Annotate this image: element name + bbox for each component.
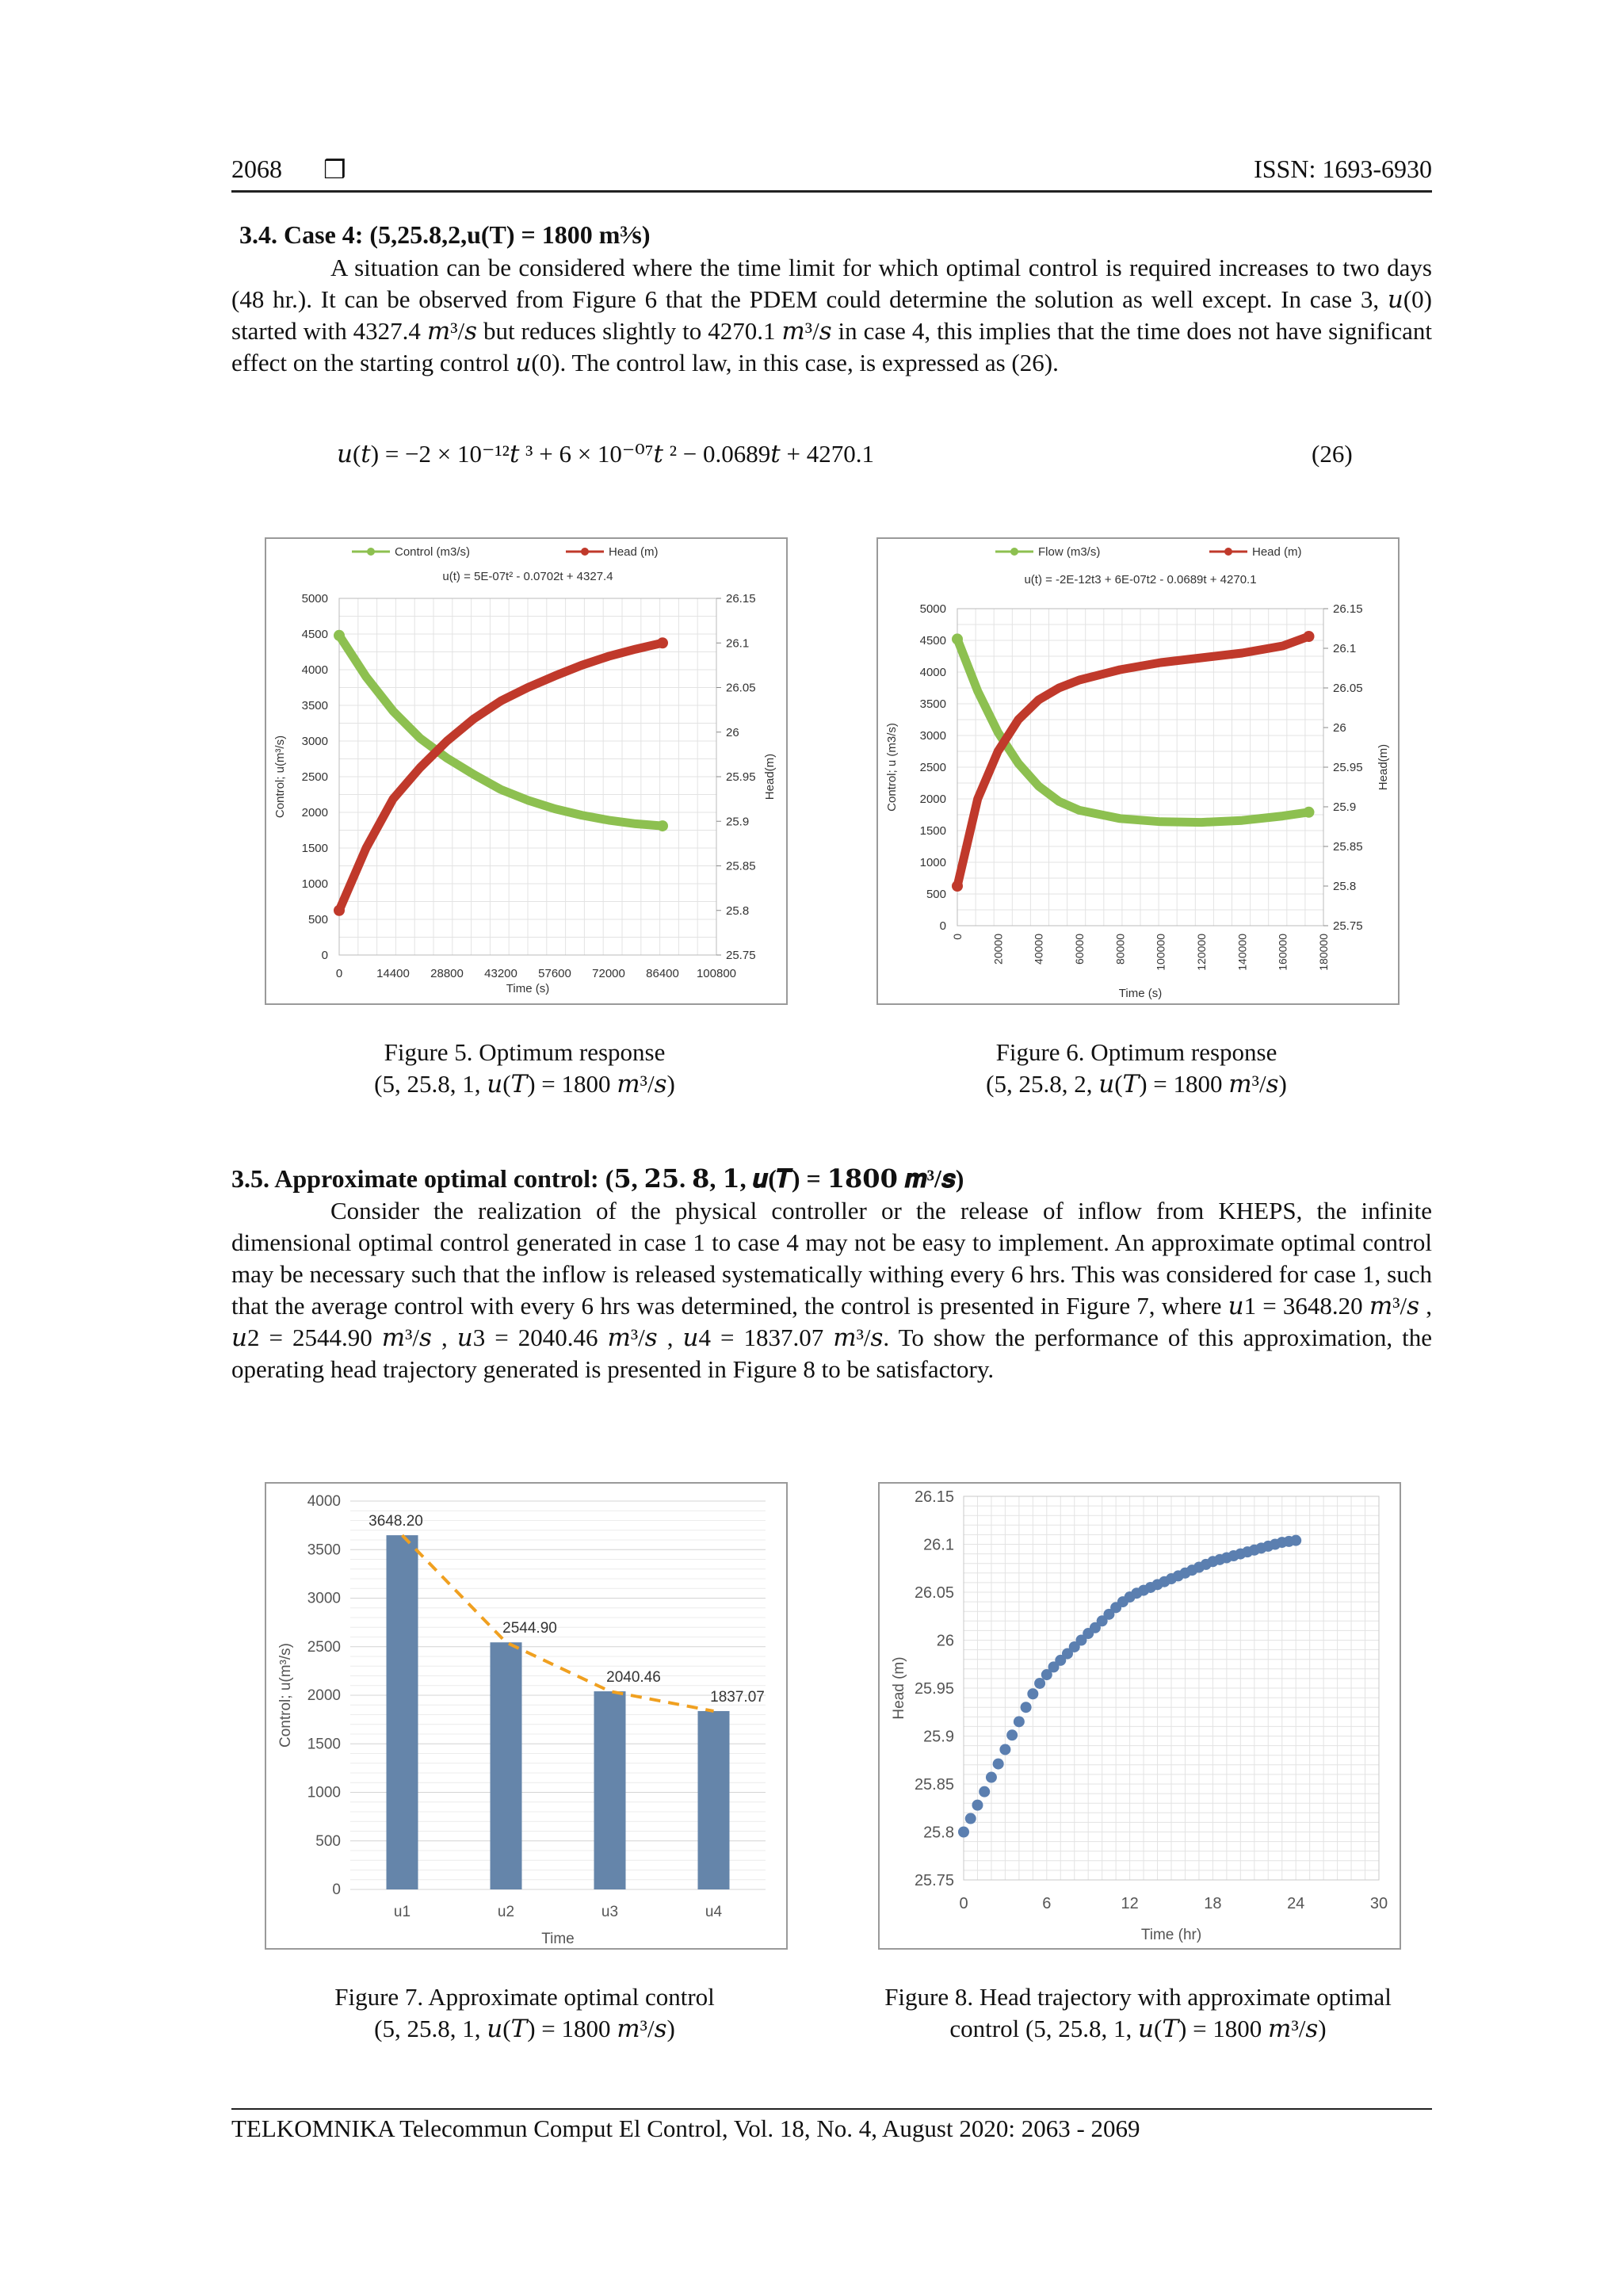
x-tick-label: 100800 (696, 967, 737, 980)
figure-5-caption-line2: (5, 25.8, 1, 𝑢(𝑇) = 1800 𝑚³/𝑠) (374, 1070, 675, 1098)
y-tick-label: 25.9 (923, 1728, 954, 1746)
series-start-point (952, 633, 963, 644)
y-tick-label: 3500 (919, 697, 946, 711)
bar (698, 1711, 730, 1889)
series-end-point (1304, 807, 1315, 818)
figure-8-caption (853, 1981, 1423, 2045)
data-point (1290, 1535, 1301, 1546)
data-point (1027, 1688, 1038, 1699)
y2-tick-label: 25.8 (1333, 880, 1357, 893)
y-tick-label: 1500 (919, 824, 946, 838)
y2-tick-label: 26.05 (1333, 682, 1363, 695)
bar (594, 1691, 626, 1889)
x-tick-label: 18 (1204, 1895, 1222, 1912)
y2-axis-label: Head(m) (763, 753, 777, 800)
figure-5-chart (266, 539, 786, 1003)
y2-tick-label: 26.05 (726, 681, 756, 695)
y2-tick-label: 26.1 (1333, 642, 1357, 655)
section-3-5-paragraph (231, 1195, 1432, 1385)
y-axis-label: Control; u (m3/s) (885, 723, 899, 812)
box-icon: ❒ (323, 155, 346, 184)
x-tick-label: 80000 (1113, 934, 1127, 965)
header-rule (231, 190, 1432, 193)
series-start-point (334, 905, 345, 916)
x-tick-label: 160000 (1276, 934, 1289, 971)
data-label: 2544.90 (502, 1620, 557, 1637)
data-point (1006, 1729, 1018, 1740)
x-tick-label: 20000 (991, 934, 1005, 965)
y2-tick-label: 26.1 (726, 636, 750, 651)
data-label: 3648.20 (369, 1513, 423, 1530)
y-axis-label: Head (m) (891, 1656, 907, 1720)
y-tick-label: 2500 (301, 770, 328, 784)
y2-tick-label: 26.15 (1333, 602, 1363, 616)
y-tick-label: 4500 (919, 634, 946, 648)
y2-tick-label: 25.9 (726, 815, 750, 829)
x-tick-label: 72000 (592, 967, 625, 980)
x-tick-label: 86400 (646, 967, 679, 980)
y-tick-label: 1000 (307, 1784, 341, 1801)
x-tick-label: u2 (497, 1904, 515, 1920)
y-tick-label: 500 (315, 1832, 341, 1850)
footer-rule (231, 2108, 1432, 2110)
figure-7-caption-line1: Figure 7. Approximate optimal control (334, 1983, 715, 2011)
x-tick-label: u3 (601, 1904, 619, 1920)
x-tick-label: 120000 (1195, 934, 1208, 971)
figure-7-caption (303, 1981, 747, 2045)
data-point (1021, 1702, 1032, 1713)
y-tick-label: 26 (936, 1632, 954, 1650)
y-tick-label: 2000 (307, 1687, 341, 1704)
data-point (986, 1772, 997, 1783)
y-tick-label: 3500 (301, 699, 328, 712)
data-point (965, 1813, 976, 1824)
y-tick-label: 5000 (919, 602, 946, 616)
x-tick-label: u4 (705, 1904, 723, 1920)
y2-tick-label: 25.85 (726, 859, 756, 873)
y-tick-label: 25.95 (914, 1680, 954, 1698)
y-tick-label: 3000 (919, 729, 946, 743)
y-tick-label: 1000 (919, 856, 946, 869)
legend-marker (1224, 548, 1232, 556)
y2-tick-label: 25.9 (1333, 800, 1357, 814)
figure-6-frame (876, 537, 1400, 1005)
y2-tick-label: 26 (726, 725, 739, 739)
paragraph-text: Consider the realization of the physical controller or the release of inflow from KHEPS, the infinite dimensional optimal control generated in case 1 to case 4 may not be easy to implement. An approximate optimal control may be necessary such that the inflow is released systematically withing every 6 hrs. This was considered for case 1, such that the average control with every 6 hrs was determined, the control is presented in Figure 7, where 𝑢1 = 3648.20 𝑚³/𝑠 , 𝑢2 = 2544.90 𝑚³/𝑠 , 𝑢3 = 2040.46 𝑚³/𝑠 , 𝑢4 = 1837.07 𝑚³/𝑠. To show the performance of this approximation, the operating head trajectory generated is presented in Figure 8 to be satisfactory. (231, 1197, 1432, 1383)
x-tick-label: 28800 (430, 967, 464, 980)
y-tick-label: 2000 (919, 793, 946, 806)
y-tick-label: 1000 (301, 877, 328, 891)
issn: ISSN: 1693-6930 (1254, 155, 1432, 183)
x-tick-label: 0 (959, 1895, 968, 1912)
bar (491, 1642, 522, 1889)
y-tick-label: 4000 (307, 1493, 341, 1510)
y-tick-label: 0 (332, 1881, 341, 1898)
data-point (979, 1786, 990, 1797)
series-end-point (657, 637, 668, 648)
y-tick-label: 2000 (301, 806, 328, 819)
equation-number: (26) (1312, 440, 1353, 468)
y-tick-label: 1500 (301, 842, 328, 855)
legend-label: Flow (m3/s) (1038, 545, 1101, 559)
legend-label: Head (m) (1252, 545, 1302, 559)
equation-26: 𝑢(𝑡) = −2 × 10⁻¹²𝑡 ³ + 6 × 10⁻⁰⁷𝑡 ² − 0.0689𝑡 + 4270.1 (337, 440, 874, 468)
x-axis-label: Time (s) (1118, 987, 1163, 1000)
figure-8-frame (878, 1482, 1401, 1950)
x-tick-label: 100000 (1154, 934, 1167, 971)
x-tick-label: 57600 (538, 967, 571, 980)
x-tick-label: u1 (393, 1904, 411, 1920)
y-tick-label: 3000 (307, 1590, 341, 1607)
x-axis-label: Time (hr) (1140, 1927, 1202, 1943)
paragraph-text: A situation can be considered where the time limit for which optimal control is required increases to two days (48 hr.). It can be observed from Figure 6 that the PDEM could determine the solution as well except. In case 3, 𝑢(0) started with 4327.4 𝑚³/𝑠 but reduces slightly to 4270.1 𝑚³/𝑠 in case 4, this implies that the time does not have significant effect on the starting control 𝑢(0). The control law, in this case, is expressed as (26). (231, 254, 1432, 376)
page-number: 2068 (231, 155, 282, 183)
x-tick-label: 43200 (484, 967, 517, 980)
y-tick-label: 1500 (307, 1736, 341, 1753)
series-end-point (657, 820, 668, 831)
data-point (993, 1759, 1004, 1770)
x-tick-label: 14400 (376, 967, 410, 980)
x-axis-label: Time (s) (506, 982, 550, 995)
data-label: 2040.46 (606, 1669, 661, 1687)
data-point (999, 1744, 1010, 1755)
y-tick-label: 4000 (301, 663, 328, 677)
bar (387, 1535, 418, 1889)
y2-tick-label: 25.75 (726, 949, 756, 962)
figure-5-caption-line1: Figure 5. Optimum response (384, 1038, 666, 1066)
y2-tick-label: 26 (1333, 721, 1346, 735)
figure-6-chart (878, 539, 1398, 1003)
series-end-point (1304, 631, 1315, 642)
x-tick-label: 12 (1121, 1895, 1139, 1912)
figure-5-frame (265, 537, 788, 1005)
series-start-point (334, 630, 345, 641)
data-label: 1837.07 (710, 1688, 765, 1706)
data-point (1034, 1678, 1045, 1689)
section-3-4-paragraph (231, 252, 1432, 379)
data-point (1014, 1716, 1025, 1727)
section-title-3-5: 3.5. Approximate optimal control: (𝟓, 𝟐𝟓. 𝟖, 𝟏, 𝒖(𝑻) = 𝟏𝟖𝟎𝟎 𝒎³/𝒔) (231, 1164, 964, 1193)
x-tick-label: 140000 (1235, 934, 1249, 971)
y-tick-label: 4500 (301, 628, 328, 641)
chart-title: u(t) = 5E-07t² - 0.0702t + 4327.4 (442, 570, 613, 583)
footer-citation: TELKOMNIKA Telecommun Comput El Control, Vol. 18, No. 4, August 2020: 2063 - 2069 (231, 2115, 1140, 2142)
y-tick-label: 2500 (307, 1638, 341, 1656)
figure-6-caption-line2: (5, 25.8, 2, 𝑢(𝑇) = 1800 𝑚³/𝑠) (986, 1070, 1287, 1098)
y-axis-label: Control; u(m³/s) (277, 1643, 294, 1748)
y2-tick-label: 25.75 (1333, 919, 1363, 933)
data-point (972, 1800, 983, 1811)
trend-line (403, 1535, 714, 1711)
x-tick-label: 24 (1287, 1895, 1305, 1912)
x-tick-label: 6 (1042, 1895, 1052, 1912)
series-start-point (952, 881, 963, 892)
x-tick-label: 180000 (1317, 934, 1330, 971)
data-point (958, 1827, 969, 1838)
figure-8-chart (880, 1484, 1400, 1948)
y-tick-label: 0 (939, 919, 946, 933)
x-tick-label: 0 (335, 967, 343, 980)
y2-tick-label: 26.15 (726, 592, 756, 606)
y-tick-label: 5000 (301, 592, 328, 606)
figure-8-caption-line2: control (5, 25.8, 1, 𝑢(𝑇) = 1800 𝑚³/𝑠) (949, 2015, 1327, 2042)
y-tick-label: 25.85 (914, 1776, 954, 1794)
section-title-3-4: 3.4. Case 4: (5,25.8,2,u(T) = 1800 m³⁄s) (239, 220, 651, 249)
legend-label: Head (m) (609, 545, 659, 559)
y-tick-label: 0 (321, 949, 328, 962)
y2-tick-label: 25.95 (726, 770, 756, 784)
legend-marker (581, 548, 589, 556)
x-tick-label: 60000 (1073, 934, 1086, 965)
y-tick-label: 4000 (919, 666, 946, 679)
y-tick-label: 26.15 (914, 1488, 954, 1506)
y-tick-label: 2500 (919, 761, 946, 774)
series-line (339, 636, 663, 826)
y-tick-label: 500 (307, 913, 328, 926)
x-axis-label: Time (541, 1931, 575, 1947)
y-tick-label: 25.75 (914, 1872, 954, 1889)
y-tick-label: 3000 (301, 735, 328, 748)
x-tick-label: 0 (951, 934, 964, 940)
y2-tick-label: 25.95 (1333, 761, 1363, 774)
y-tick-label: 3500 (307, 1541, 341, 1559)
figure-7-frame (265, 1482, 788, 1950)
y-tick-label: 26.1 (923, 1536, 954, 1554)
legend-marker (367, 548, 375, 556)
legend-marker (1010, 548, 1018, 556)
y2-tick-label: 25.8 (726, 904, 750, 918)
figure-8-caption-line1: Figure 8. Head trajectory with approximate optimal (884, 1983, 1392, 2011)
figure-6-caption (915, 1037, 1358, 1100)
y2-axis-label: Head(m) (1377, 743, 1390, 791)
figure-5-caption (303, 1037, 747, 1100)
y-tick-label: 26.05 (914, 1584, 954, 1602)
legend-label: Control (m3/s) (395, 545, 471, 559)
figure-7-chart (266, 1484, 786, 1948)
chart-title: u(t) = -2E-12t3 + 6E-07t2 - 0.0689t + 4270.1 (1024, 573, 1257, 586)
y-tick-label: 25.8 (923, 1824, 954, 1842)
series-line (957, 636, 1309, 886)
x-tick-label: 30 (1369, 1895, 1388, 1912)
figure-7-caption-line2: (5, 25.8, 1, 𝑢(𝑇) = 1800 𝑚³/𝑠) (374, 2015, 675, 2042)
figure-6-caption-line1: Figure 6. Optimum response (995, 1038, 1277, 1066)
x-tick-label: 40000 (1032, 934, 1045, 965)
y-axis-label: Control; u(m³/s) (273, 735, 287, 819)
y2-tick-label: 25.85 (1333, 840, 1363, 854)
y-tick-label: 500 (926, 888, 946, 901)
